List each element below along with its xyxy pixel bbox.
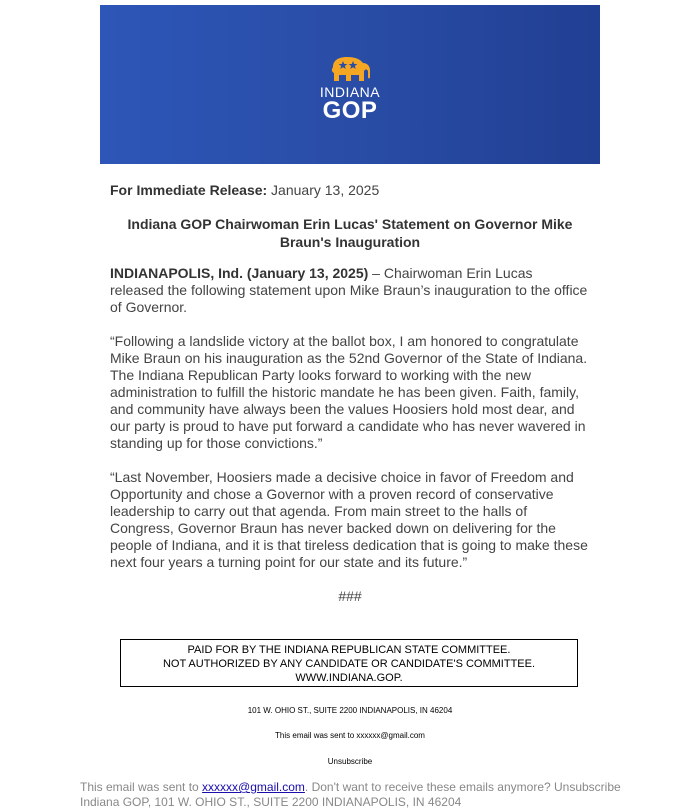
- logo-text-indiana: INDIANA: [319, 84, 381, 100]
- unsubscribe-link[interactable]: Unsubscribe: [327, 757, 373, 766]
- header-banner: [100, 5, 600, 164]
- headline: Indiana GOP Chairwoman Erin Lucas' Statement on Governor Mike Braun's Inauguration: [127, 216, 573, 250]
- intro-paragraph: [110, 265, 590, 316]
- footer-suffix[interactable]: . Don't want to receive these emails anymore? Unsubscribe: [304, 780, 621, 794]
- disclaimer-line-3[interactable]: WWW.INDIANA.GOP.: [295, 672, 403, 684]
- release-date: January 13, 2025: [267, 182, 380, 198]
- press-release-body: [110, 182, 590, 605]
- sent-to-line: This email was sent to xxxxxx@gmail.com: [275, 731, 425, 740]
- release-label: For Immediate Release:: [110, 182, 268, 198]
- footer-prefix: This email was sent to: [80, 780, 203, 794]
- quote-paragraph-2: “Last November, Hoosiers made a decisive choice in favor of Freedom and Opportunity and chose a Governor with a proven record of conservative leadership to carry out that agenda. From main street to the halls of Congress, Governor Braun has never backed down on delivering for the people of Indiana, and it is that tireless dedication that is going to make these next four years a turning point for our state and its future.”: [110, 469, 588, 570]
- release-line: [110, 182, 590, 199]
- disclaimer-line-2: NOT AUTHORIZED BY ANY CANDIDATE OR CANDIDATE'S COMMITTEE.: [162, 658, 536, 670]
- footer-line-1: [80, 780, 680, 795]
- elephant-icon: [327, 55, 373, 83]
- intro-text: – Chairwoman Erin Lucas released the following statement upon Mike Braun’s inauguration to the office of Governor.: [110, 265, 588, 315]
- disclaimer-line-1: PAID FOR BY THE INDIANA REPUBLICAN STATE COMMITTEE.: [187, 644, 511, 656]
- footer-email-link[interactable]: xxxxxx@gmail.com: [202, 780, 305, 794]
- footer-line-2: Indiana GOP, 101 W. OHIO ST., SUITE 2200 INDIANAPOLIS, IN 46204: [80, 795, 462, 809]
- email-footer: [80, 780, 680, 810]
- quote-paragraph-1: “Following a landslide victory at the ballot box, I am honored to congratulate Mike Braun on his inauguration as the 52nd Governor of the State of Indiana. The Indiana Republican Party looks forward to working with the new administration to fulfill the historic mandate he has been given. Faith, family, and community have always been the values Hoosiers hold most dear, and our party is proud to have put forward a candidate who has never wavered in standing up for those convictions.”: [110, 333, 588, 451]
- indiana-gop-logo[interactable]: [100, 55, 600, 123]
- dateline: INDIANAPOLIS, Ind. (January 13, 2025): [110, 265, 369, 281]
- end-mark: ###: [338, 588, 362, 604]
- paid-for-disclaimer: [120, 639, 578, 687]
- logo-text-gop: GOP: [322, 97, 378, 124]
- address-line: 101 W. OHIO ST., SUITE 2200 INDIANAPOLIS, IN 46204: [247, 706, 453, 715]
